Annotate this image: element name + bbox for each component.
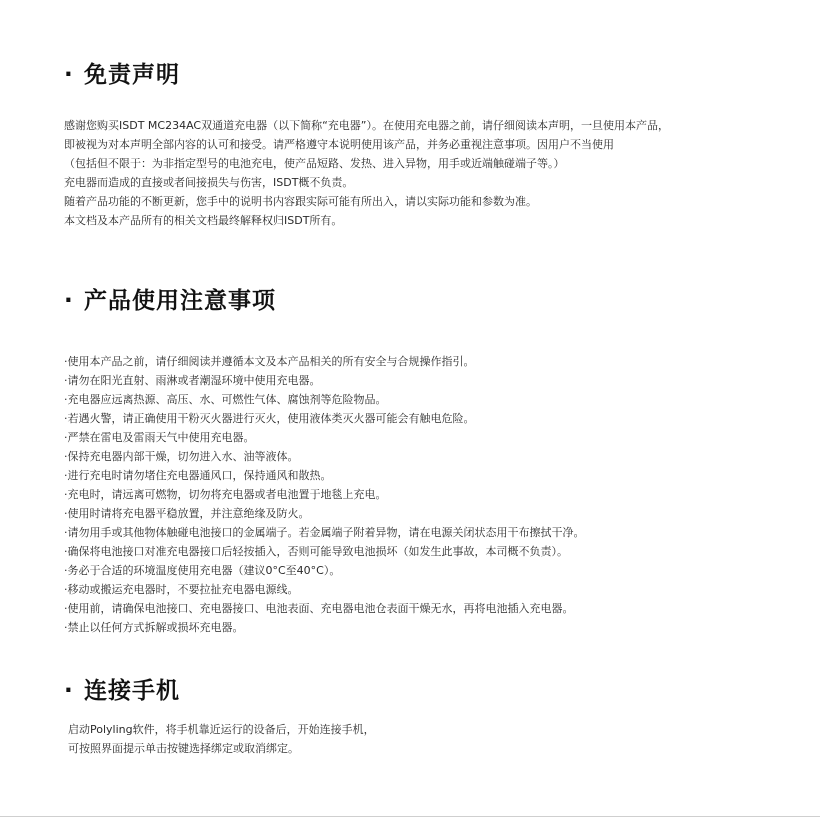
list-item: ·保持充电器内部干燥，切勿进入水、油等液体。 bbox=[64, 450, 299, 463]
page-bottom-divider bbox=[0, 816, 820, 817]
list-item: ·请勿用手或其他物体触碰电池接口的金属端子。若金属端子附着异物，请在电源关闭状态用干布擦拭干净。 bbox=[64, 526, 585, 539]
paragraph-line: （包括但不限于：为非指定型号的电池充电，使产品短路、发热、进入异物，用手或近端触碰端子等。） bbox=[64, 157, 565, 170]
list-item: ·请勿在阳光直射、雨淋或者潮湿环境中使用充电器。 bbox=[64, 374, 321, 387]
list-item: ·使用时请将充电器平稳放置，并注意绝缘及防火。 bbox=[64, 507, 310, 520]
paragraph-line: 启动Polyling软件，将手机靠近运行的设备后，开始连接手机， bbox=[68, 723, 375, 736]
list-item: ·移动或搬运充电器时，不要拉扯充电器电源线。 bbox=[64, 583, 299, 596]
list-item: ·若遇火警，请正确使用干粉灭火器进行灭火，使用液体类灭火器可能会有触电危险。 bbox=[64, 412, 475, 425]
section-title-text: 免责声明 bbox=[84, 62, 180, 88]
list-item: ·确保将电池接口对准充电器接口后轻按插入，否则可能导致电池损坏（如发生此事故，本司概不负责）。 bbox=[64, 545, 568, 558]
list-item: ·务必于合适的环境温度使用充电器（建议0°C至40°C）。 bbox=[64, 564, 341, 577]
section-title-text: 产品使用注意事项 bbox=[84, 288, 276, 314]
precautions-list bbox=[64, 352, 784, 637]
paragraph-line: 本文档及本产品所有的相关文档最终解释权归ISDT所有。 bbox=[64, 214, 343, 227]
section-title-disclaimer bbox=[64, 56, 180, 89]
paragraph-line: 随着产品功能的不断更新，您手中的说明书内容跟实际可能有所出入，请以实际功能和参数为准。 bbox=[64, 195, 537, 208]
section-bullet: · bbox=[64, 678, 74, 704]
list-item: ·使用前，请确保电池接口、充电器接口、电池表面、充电器电池仓表面干燥无水，再将电池插入充电器。 bbox=[64, 602, 574, 615]
list-item: ·充电时，请远离可燃物，切勿将充电器或者电池置于地毯上充电。 bbox=[64, 488, 387, 501]
list-item: ·使用本产品之前，请仔细阅读并遵循本文及本产品相关的所有安全与合规操作指引。 bbox=[64, 355, 475, 368]
paragraph-line: 感谢您购买ISDT MC234AC双通道充电器（以下简称“充电器”）。在使用充电器之前，请仔细阅读本声明，一旦使用本产品， bbox=[64, 119, 669, 132]
section-title-text: 连接手机 bbox=[84, 678, 180, 704]
paragraph-line: 可按照界面提示单击按键选择绑定或取消绑定。 bbox=[68, 742, 299, 755]
section-title-precautions bbox=[64, 282, 276, 315]
paragraph-line: 即被视为对本声明全部内容的认可和接受。请严格遵守本说明使用该产品，并务必重视注意事项。因用户不当使用 bbox=[64, 138, 614, 151]
connect-paragraph bbox=[68, 720, 788, 758]
list-item: ·禁止以任何方式拆解或损坏充电器。 bbox=[64, 621, 244, 634]
section-bullet: · bbox=[64, 62, 74, 88]
section-title-connect bbox=[64, 672, 180, 705]
list-item: ·进行充电时请勿堵住充电器通风口，保持通风和散热。 bbox=[64, 469, 332, 482]
section-bullet: · bbox=[64, 288, 74, 314]
list-item: ·充电器应远离热源、高压、水、可燃性气体、腐蚀剂等危险物品。 bbox=[64, 393, 387, 406]
list-item: ·严禁在雷电及雷雨天气中使用充电器。 bbox=[64, 431, 255, 444]
disclaimer-paragraph bbox=[64, 116, 784, 230]
paragraph-line: 充电器而造成的直接或者间接损失与伤害，ISDT概不负责。 bbox=[64, 176, 354, 189]
